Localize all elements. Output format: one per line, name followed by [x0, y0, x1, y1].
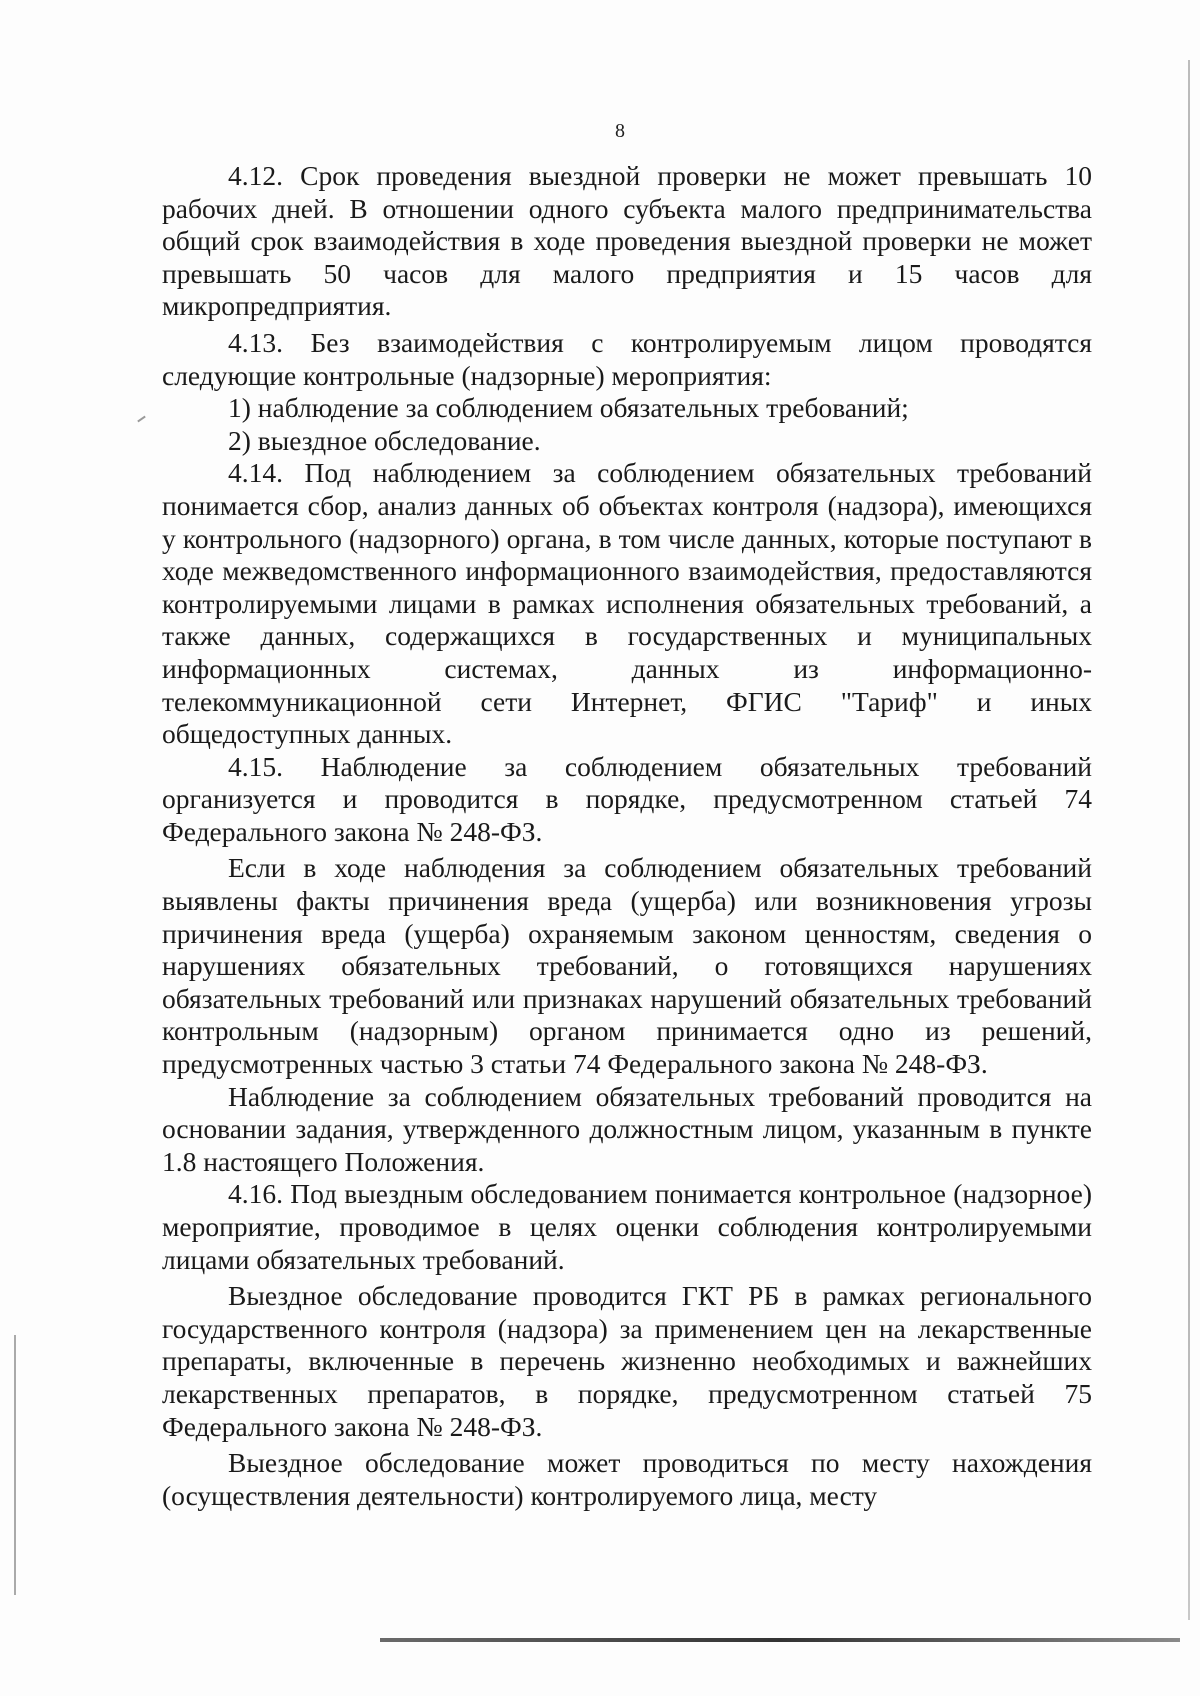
paragraph-field-inspection-scope: Выездное обследование проводится ГКТ РБ в рамках регионального государственного контроля (надзора) за применением цен на лекарственные препараты, включенные в перечень жизненно необходимых и важнейших лекарственных препаратов, в порядке, предусмотренном статьей 75 Федерального закона № 248-ФЗ.	[162, 1280, 1092, 1442]
page-number: 8	[615, 120, 625, 142]
scan-edge-line	[14, 1335, 16, 1595]
list-item-2: 2) выездное обследование.	[228, 424, 541, 456]
paragraph-observation-violations: Если в ходе наблюдения за соблюдением обязательных требований выявлены факты причинения вреда (ущерба) или возникновения угрозы причинения вреда (ущерба) охраняемым законом ценностям, сведения о нарушениях обязательных требований, о готовящихся нарушениях обязательных требований или признаках нарушений обязательных требований контрольным (надзорным) органом принимается одно из решений, предусмотренных частью 3 статьи 74 Федерального закона № 248-ФЗ.	[162, 852, 1092, 1080]
paragraph-observation-task: Наблюдение за соблюдением обязательных требований проводится на основании задания, утвержденного должностным лицом, указанным в пункте 1.8 настоящего Положения.	[162, 1080, 1092, 1177]
scan-artifact	[137, 416, 146, 423]
list-item-1: 1) наблюдение за соблюдением обязательных требований;	[228, 392, 909, 424]
paragraph-4-16: 4.16. Под выездным обследованием понимается контрольное (надзорное) мероприятие, проводимое в целях оценки соблюдения контролируемыми лицами обязательных требований.	[162, 1178, 1092, 1275]
paragraph-4-13: 4.13. Без взаимодействия с контролируемым лицом проводятся следующие контрольные (надзорные) мероприятия:	[162, 326, 1092, 391]
document-body	[162, 160, 1092, 1512]
paragraph-4-14: 4.14. Под наблюдением за соблюдением обязательных требований понимается сбор, анализ данных об объектах контроля (надзора), имеющихся у контрольного (надзорного) органа, в том числе данных, которые поступают в ходе межведомственного информационного взаимодействия, предоставляются контролируемыми лицами в рамках исполнения обязательных требований, а также данных, содержащихся в государственных и муниципальных информационных системах, данных из информационно-телекоммуникационной сети Интернет, ФГИС "Тариф" и иных общедоступных данных.	[162, 457, 1092, 750]
scan-edge-line	[1188, 60, 1190, 1620]
scan-bottom-edge	[380, 1638, 1180, 1642]
paragraph-4-12: 4.12. Срок проведения выездной проверки не может превышать 10 рабочих дней. В отношении одного субъекта малого предпринимательства общий срок взаимодействия в ходе проведения выездной проверки не может превышать 50 часов для малого предприятия и 15 часов для микропредприятия.	[162, 160, 1092, 322]
paragraph-4-15: 4.15. Наблюдение за соблюдением обязательных требований организуется и проводится в порядке, предусмотренном статьей 74 Федерального закона № 248-ФЗ.	[162, 750, 1092, 847]
paragraph-field-inspection-location: Выездное обследование может проводиться по месту нахождения (осуществления деятельности) контролируемого лица, месту	[162, 1447, 1092, 1511]
